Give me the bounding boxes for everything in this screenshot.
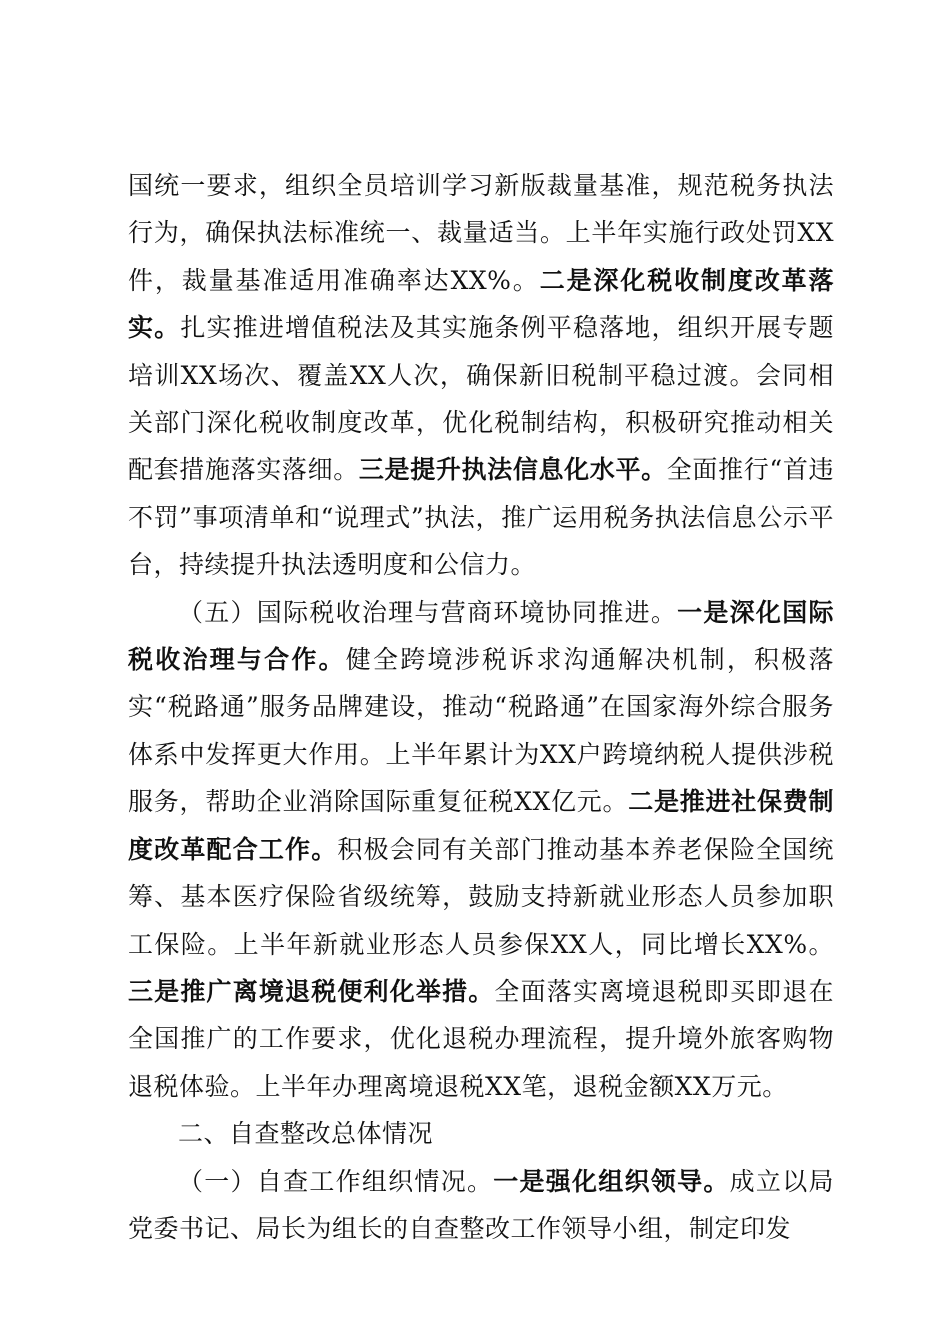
section-title-text: 二、自查整改总体情况 xyxy=(178,1119,434,1149)
bold-heading-leadership: 一是强化组织领导。 xyxy=(493,1166,730,1196)
document-body xyxy=(128,162,834,1252)
bold-heading-tax-reform: 二是深化税收制度改革落实。 xyxy=(128,265,834,343)
body-text: 国统一要求，组织全员培训学习新版裁量基准，规范税务执法行为，确保执法标准统一、裁量适当。上半年实施行政处罚XX件，裁量基准适用准确率达XX%。 xyxy=(128,171,834,295)
body-text: 积极会同有关部门推动基本养老保险全国统筹、基本医疗保险省级统筹，鼓励支持新就业形态人员参加职工保险。上半年新就业形态人员参保XX人，同比增长XX%。 xyxy=(128,834,834,959)
section-heading: （五）国际税收治理与营商环境协同推进。 xyxy=(178,597,678,627)
body-text: 成立以局党委书记、局长为组长的自查整改工作领导小组，制定印发 xyxy=(128,1166,834,1243)
section-title-self-inspection xyxy=(128,1110,834,1157)
body-text: 扎实推进增值税法及其实施条例平稳落地，组织开展专题培训XX场次、覆盖XX人次，确保新旧税制平稳过渡。会同相关部门深化税收制度改革，优化税制结构，积极研究推动相关配套措施落实落细。 xyxy=(128,313,834,485)
body-text: 全面落实离境退税即买即退在全国推广的工作要求，优化退税办理流程，提升境外旅客购物退税体验。上半年办理离境退税XX笔，退税金额XX万元。 xyxy=(128,976,834,1101)
body-text: 全面推行“首违不罚”事项清单和“说理式”执法，推广运用税务执法信息公示平台，持续提升执法透明度和公信力。 xyxy=(128,455,834,580)
bold-heading-departure-refund: 三是推广离境退税便利化举措。 xyxy=(128,976,495,1006)
paragraph-international-tax xyxy=(128,589,834,1110)
bold-heading-international-cooperation: 一是深化国际税收治理与合作。 xyxy=(128,597,834,675)
paragraph-self-inspection-organization xyxy=(128,1158,834,1253)
paragraph-law-enforcement xyxy=(128,162,834,589)
bold-heading-social-security: 二是推进社保费制度改革配合工作。 xyxy=(128,787,834,864)
bold-heading-informatization: 三是提升执法信息化水平。 xyxy=(358,455,667,485)
section-heading: （一）自查工作组织情况。 xyxy=(178,1166,494,1196)
body-text: 健全跨境涉税诉求沟通解决机制，积极落实“税路通”服务品牌建设，推动“税路通”在国家海外综合服务体系中发挥更大作用。上半年累计为XX户跨境纳税人提供涉税服务，帮助企业消除国际重复征税XX亿元。 xyxy=(128,645,834,817)
